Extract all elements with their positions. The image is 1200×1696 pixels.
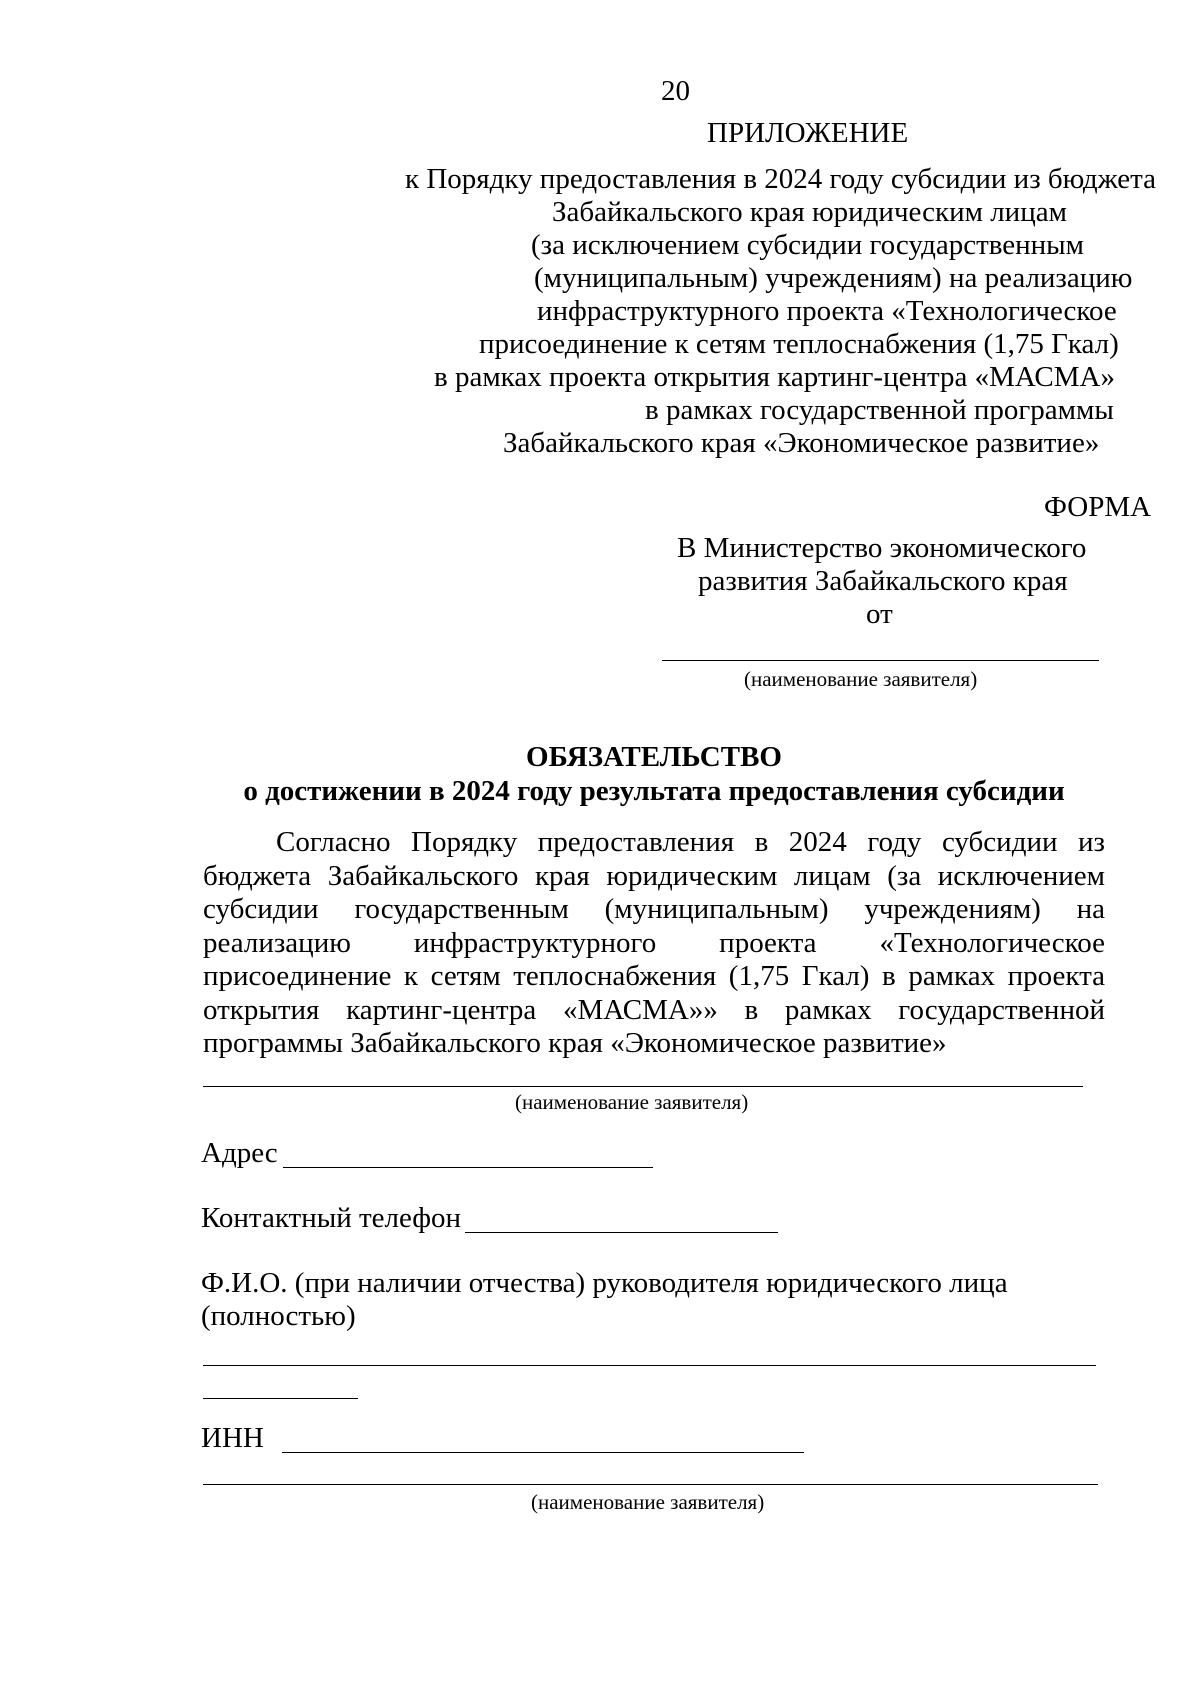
form-label: ФОРМА — [1044, 491, 1152, 523]
applicant-name-caption-2: (наименование заявителя) — [515, 1090, 749, 1114]
applicant-name-caption-3: (наименование заявителя) — [531, 1490, 765, 1514]
appendix-title: ПРИЛОЖЕНИЕ — [707, 117, 909, 149]
applicant-name-line[interactable] — [662, 660, 1099, 661]
director-field-line-1[interactable] — [203, 1365, 1096, 1366]
director-label-line-2: (полностью) — [201, 1300, 356, 1332]
body-paragraph-text: Согласно Порядку предоставления в 2024 году субсидии из бюджета Забайкальского края юридическим лицам (за исключением субсидии государственным (муниципальным) учреждениям) на реализацию инфраструктурного проекта «Технологическое присоединение к сетям теплоснабжения (1,75 Гкал) в рамках проекта открытия картинг-центра «МАСМА»» в рамках государственной программы Забайкальского края «Экономическое развитие» — [203, 826, 1105, 1059]
phone-field-line[interactable] — [465, 1232, 778, 1233]
appendix-line: Забайкальского края «Экономическое развитие» — [503, 427, 1100, 459]
applicant-name-bottom-line[interactable] — [203, 1484, 1098, 1485]
appendix-line: к Порядку предоставления в 2024 году субсидии из бюджета — [405, 163, 1157, 195]
addressee-line-1: В Министерство экономического — [677, 532, 1087, 564]
appendix-line: инфраструктурного проекта «Технологическое — [537, 295, 1117, 327]
inn-field-line[interactable] — [282, 1452, 804, 1453]
appendix-line: Забайкальского края юридическим лицам — [552, 196, 1067, 228]
director-field-line-2[interactable] — [203, 1398, 358, 1399]
applicant-name-field-line[interactable] — [203, 1086, 1083, 1087]
body-paragraph — [203, 826, 1105, 1061]
addressee-line-2: развития Забайкальского края — [698, 565, 1068, 597]
appendix-line: в рамках проекта открытия картинг-центра «МАСМА» — [434, 361, 1116, 393]
appendix-line: присоединение к сетям теплоснабжения (1,75 Гкал) — [479, 328, 1119, 360]
director-label-line-1: Ф.И.О. (при наличии отчества) руководителя юридического лица — [201, 1267, 1008, 1299]
document-subtitle: о достижении в 2024 году результата предоставления субсидии — [243, 775, 1065, 807]
address-field-line[interactable] — [283, 1167, 653, 1168]
address-label: Адрес — [201, 1137, 278, 1169]
phone-label: Контактный телефон — [201, 1202, 462, 1234]
addressee-line-3: от — [866, 598, 893, 630]
page-number: 20 — [661, 75, 690, 107]
appendix-line: (муниципальным) учреждениям) на реализацию — [534, 262, 1133, 294]
document-title: ОБЯЗАТЕЛЬСТВО — [526, 741, 782, 773]
appendix-line: (за исключением субсидии государственным — [531, 229, 1085, 261]
applicant-name-caption: (наименование заявителя) — [744, 667, 978, 691]
inn-label: ИНН — [201, 1422, 264, 1454]
appendix-line: в рамках государственной программы — [645, 394, 1114, 426]
